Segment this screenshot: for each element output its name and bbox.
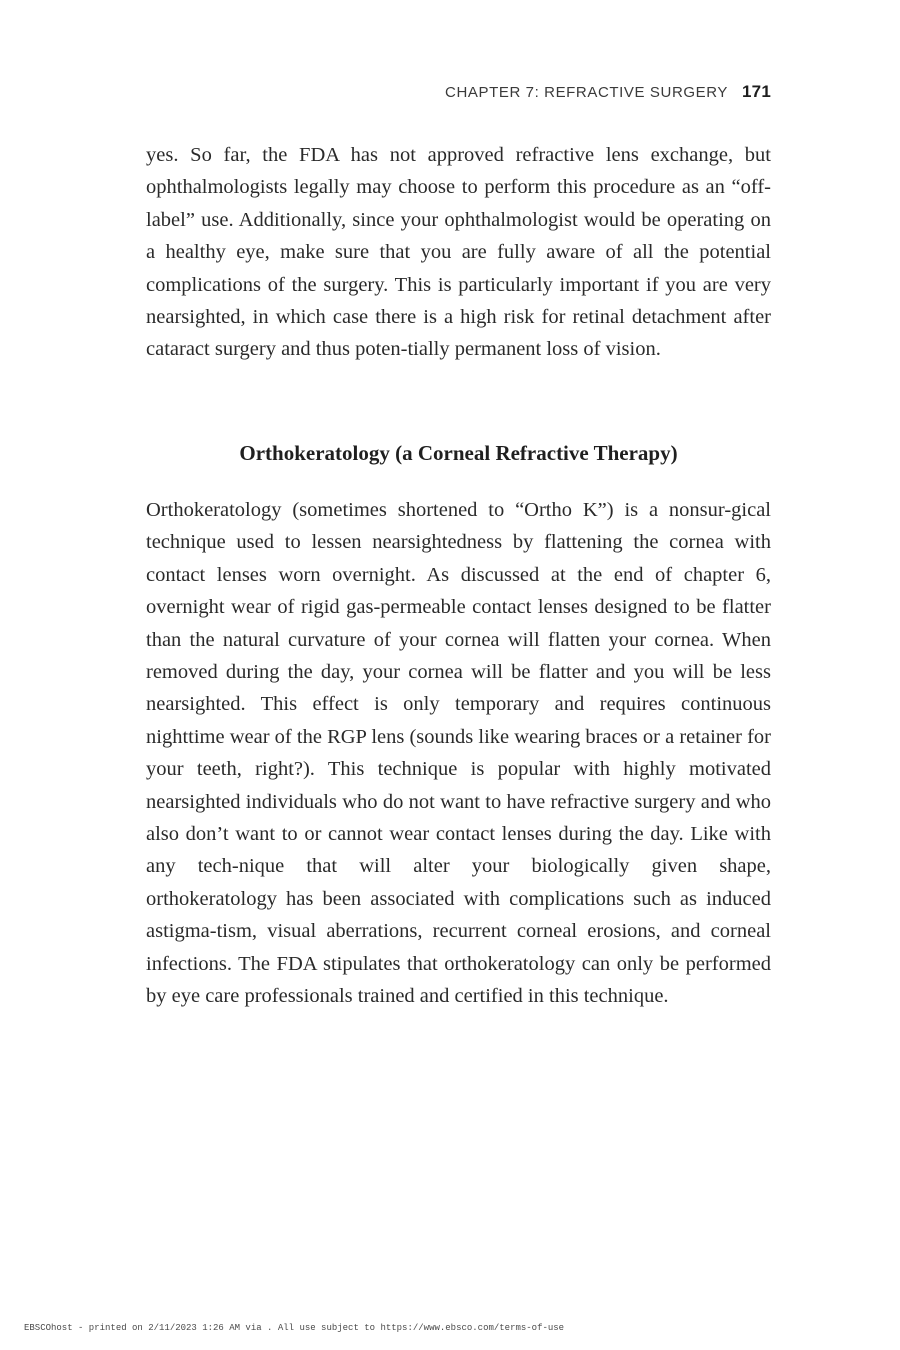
body-paragraph-2: Orthokeratology (sometimes shortened to “Ortho K”) is a nonsur-gical technique used to lessen nearsightedness by flattening the cornea with contact lenses worn overnight. As discussed at the end of chapter 6, overnight wear of rigid gas-permeable contact lenses designed to be flatter than the natural curvature of your cornea will flatten your cornea. When removed during the day, your cornea will be flatter and you will be less nearsighted. This effect is only temporary and requires continuous nighttime wear of the RGP lens (sounds like wearing braces or a retainer for your teeth, right?). This technique is popular with highly motivated nearsighted individuals who do not want to have refractive surgery and who also don’t want to or cannot wear contact lenses during the day. Like with any tech-nique that will alter your biologically given shape, orthokeratology has been associated with complications such as induced astigma-tism, visual aberrations, recurrent corneal erosions, and corneal infections. The FDA stipulates that orthokeratology can only be performed by eye care professionals trained and certified in this technique.: [146, 499, 771, 1008]
print-footer: EBSCOhost - printed on 2/11/2023 1:26 AM via . All use subject to https://www.ebsco.com/terms-of-use: [24, 1323, 565, 1333]
running-header: [445, 82, 771, 102]
page-number: 171: [742, 82, 771, 101]
running-title: CHAPTER 7: REFRACTIVE SURGERY: [445, 84, 729, 101]
section-heading: Orthokeratology (a Corneal Refractive Therapy): [239, 441, 678, 465]
body-paragraph-1: yes. So far, the FDA has not approved refractive lens exchange, but ophthalmologists legally may choose to perform this procedure as an “off-label” use. Additionally, since your ophthalmologist would be operating on a healthy eye, make sure that you are fully aware of all the potential complications of the surgery. This is particularly important if you are very nearsighted, in which case there is a high risk for retinal detachment after cataract surgery and thus poten-tially permanent loss of vision.: [146, 144, 771, 361]
